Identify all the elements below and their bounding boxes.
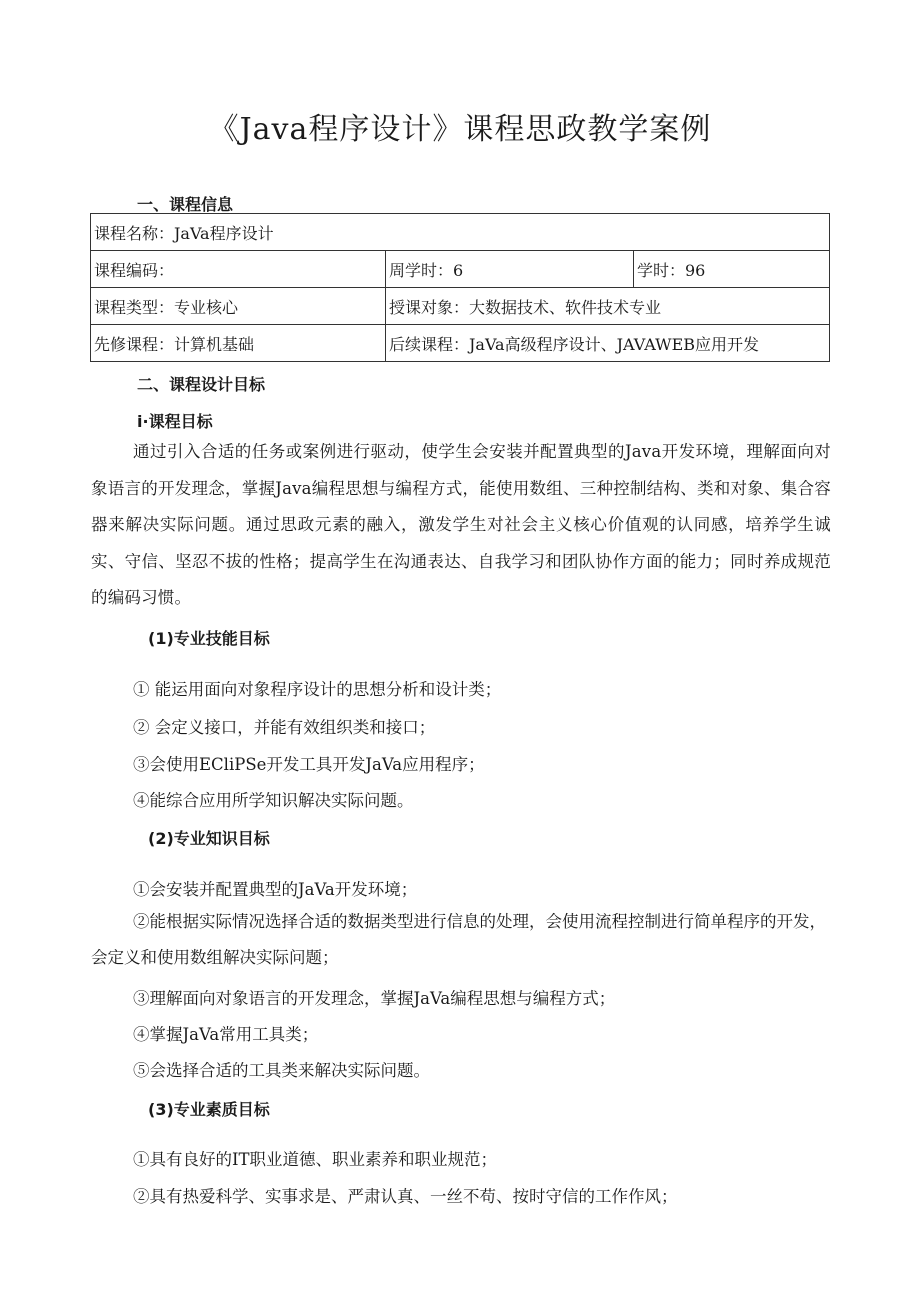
quality-goals-heading: (3)专业素质目标 xyxy=(148,1100,270,1119)
table-row xyxy=(91,288,830,325)
course-type-cell: 课程类型：专业核心 xyxy=(91,288,386,325)
list-item xyxy=(91,904,831,976)
list-item-line: ②能根据实际情况选择合适的数据类型进行信息的处理，会使用流程控制进行简单程序的开发， xyxy=(133,912,826,931)
list-item: ② 会定义接口，并能有效组织类和接口； xyxy=(133,718,436,737)
course-info-table xyxy=(90,213,830,362)
table-row xyxy=(91,251,830,288)
section-heading-course-info: 一、课程信息 xyxy=(137,195,234,214)
knowledge-goals-heading: (2)专业知识目标 xyxy=(148,829,270,848)
table-row xyxy=(91,214,830,251)
course-code-cell: 课程编码： xyxy=(91,251,386,288)
list-item: ②具有热爱科学、实事求是、严肃认真、一丝不苟、按时守信的工作作风； xyxy=(133,1187,678,1206)
list-item: ①会安装并配置典型的JaVa开发环境； xyxy=(133,880,418,899)
list-item: ①具有良好的IT职业道德、职业素养和职业规范； xyxy=(133,1150,498,1169)
document-title: 《Java程序设计》课程思政教学案例 xyxy=(208,112,712,147)
skill-goals-heading: (1)专业技能目标 xyxy=(148,629,270,648)
course-name-cell: 课程名称：JaVa程序设计 xyxy=(91,214,830,251)
total-hours-cell: 学时：96 xyxy=(634,251,830,288)
follow-up-cell: 后续课程：JaVa高级程序设计、JAVAWEB应用开发 xyxy=(386,325,830,362)
prerequisite-cell: 先修课程：计算机基础 xyxy=(91,325,386,362)
weekly-hours-cell: 周学时：6 xyxy=(386,251,634,288)
section-heading-design-goals: 二、课程设计目标 xyxy=(137,375,266,394)
subheading-course-goals: i·课程目标 xyxy=(137,412,213,431)
course-goals-paragraph: 通过引入合适的任务或案例进行驱动，使学生会安装并配置典型的Java开发环境，理解面向对象语言的开发理念，掌握Java编程思想与编程方式，能使用数组、三种控制结构、类和对象、集合容器来解决实际问题。通过思政元素的融入，激发学生对社会主义核心价值观的认同感，培养学生诚实、守信、坚忍不拔的性格；提高学生在沟通表达、自我学习和团队协作方面的能力；同时养成规范的编码习惯。 xyxy=(91,442,831,607)
list-item-continuation: 会定义和使用数组解决实际问题； xyxy=(91,948,339,967)
list-item: ④掌握JaVa常用工具类； xyxy=(133,1025,319,1044)
audience-cell: 授课对象：大数据技术、软件技术专业 xyxy=(386,288,830,325)
list-item: ⑤会选择合适的工具类来解决实际问题。 xyxy=(133,1061,430,1080)
table-row xyxy=(91,325,830,362)
list-item: ③理解面向对象语言的开发理念，掌握JaVa编程思想与编程方式； xyxy=(133,989,616,1008)
list-item: ③会使用ECliPSe开发工具开发JaVa应用程序； xyxy=(133,755,485,774)
list-item: ④能综合应用所学知识解决实际问题。 xyxy=(133,791,414,810)
list-item: ① 能运用面向对象程序设计的思想分析和设计类； xyxy=(133,680,502,699)
